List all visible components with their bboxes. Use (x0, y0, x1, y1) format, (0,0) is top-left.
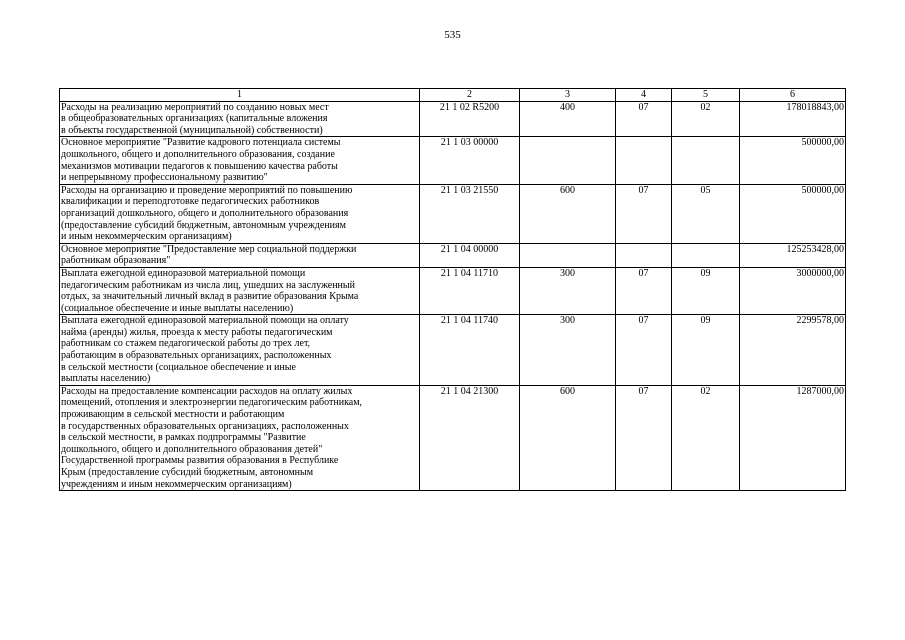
expense-name-cell: Выплата ежегодной единоразовой материальной помощи педагогическим работникам из числа лиц, ушедших на заслуженный отдых, за значительный личный вклад в развитие образования Крыма (социальное обеспечение и иные выплаты населению) (60, 267, 420, 314)
amount-cell: 500000,00 (740, 184, 846, 243)
header-cell-6: 6 (740, 89, 846, 102)
table-row (60, 385, 846, 490)
budget-table (59, 88, 846, 491)
subsection-cell: 02 (672, 385, 740, 490)
table-row (60, 101, 846, 137)
expense-type-cell (520, 243, 616, 267)
section-cell: 07 (616, 101, 672, 137)
target-article-cell: 21 1 04 00000 (420, 243, 520, 267)
subsection-cell: 02 (672, 101, 740, 137)
amount-cell: 178018843,00 (740, 101, 846, 137)
subsection-cell (672, 243, 740, 267)
table-row (60, 267, 846, 314)
expense-type-cell: 300 (520, 315, 616, 386)
subsection-cell: 09 (672, 267, 740, 314)
header-cell-1: 1 (60, 89, 420, 102)
expense-name-cell: Расходы на предоставление компенсации расходов на оплату жилых помещений, отопления и электроэнергии педагогическим работникам, проживающим в сельской местности и работающим в государственных образовательных организациях, расположенных в сельской местности, в рамках подпрограммы "Развитие дошкольного, общего и дополнительного образования детей" Государственной программы развития образования в Республике Крым (предоставление субсидий бюджетным, автономным учреждениям и иным некоммерческим организациям) (60, 385, 420, 490)
target-article-cell: 21 1 04 11740 (420, 315, 520, 386)
amount-cell: 500000,00 (740, 137, 846, 184)
expense-name-cell: Выплата ежегодной единоразовой материальной помощи на оплату найма (аренды) жилья, проезда к месту работы педагогическим работникам со стажем педагогической работы до трех лет, работающим в образовательных организациях, расположенных в сельской местности (социальное обеспечение и иные выплаты населению) (60, 315, 420, 386)
target-article-cell: 21 1 04 21300 (420, 385, 520, 490)
target-article-cell: 21 1 03 00000 (420, 137, 520, 184)
section-cell: 07 (616, 315, 672, 386)
section-cell: 07 (616, 385, 672, 490)
subsection-cell: 09 (672, 315, 740, 386)
subsection-cell: 05 (672, 184, 740, 243)
expense-type-cell (520, 137, 616, 184)
table-row (60, 243, 846, 267)
target-article-cell: 21 1 04 11710 (420, 267, 520, 314)
header-cell-2: 2 (420, 89, 520, 102)
expense-type-cell: 300 (520, 267, 616, 314)
expense-name-cell: Основное мероприятие "Развитие кадрового потенциала системы дошкольного, общего и дополнительного образования, создание механизмов мотивации педагогов к повышению качества работы и непрерывному профессиональному развитию" (60, 137, 420, 184)
expense-type-cell: 600 (520, 385, 616, 490)
expense-name-cell: Основное мероприятие "Предоставление мер социальной поддержки работникам образования" (60, 243, 420, 267)
table-row (60, 184, 846, 243)
subsection-cell (672, 137, 740, 184)
header-cell-4: 4 (616, 89, 672, 102)
page-number: 535 (444, 29, 461, 41)
amount-cell: 3000000,00 (740, 267, 846, 314)
section-cell (616, 243, 672, 267)
amount-cell: 1287000,00 (740, 385, 846, 490)
expense-type-cell: 600 (520, 184, 616, 243)
expense-name-cell: Расходы на организацию и проведение мероприятий по повышению квалификации и переподготовке педагогических работников организаций дошкольного, общего и дополнительного образования (предоставление субсидий бюджетным, автономным учреждениям и иным некоммерческим организациям) (60, 184, 420, 243)
target-article-cell: 21 1 02 R5200 (420, 101, 520, 137)
header-cell-3: 3 (520, 89, 616, 102)
header-cell-5: 5 (672, 89, 740, 102)
target-article-cell: 21 1 03 21550 (420, 184, 520, 243)
amount-cell: 125253428,00 (740, 243, 846, 267)
section-cell: 07 (616, 184, 672, 243)
table-row (60, 315, 846, 386)
header-row (60, 89, 846, 102)
section-cell (616, 137, 672, 184)
section-cell: 07 (616, 267, 672, 314)
expense-type-cell: 400 (520, 101, 616, 137)
expense-name-cell: Расходы на реализацию мероприятий по созданию новых мест в общеобразовательных организациях (капитальные вложения в объекты государственной (муниципальной) собственности) (60, 101, 420, 137)
amount-cell: 2299578,00 (740, 315, 846, 386)
table-row (60, 137, 846, 184)
